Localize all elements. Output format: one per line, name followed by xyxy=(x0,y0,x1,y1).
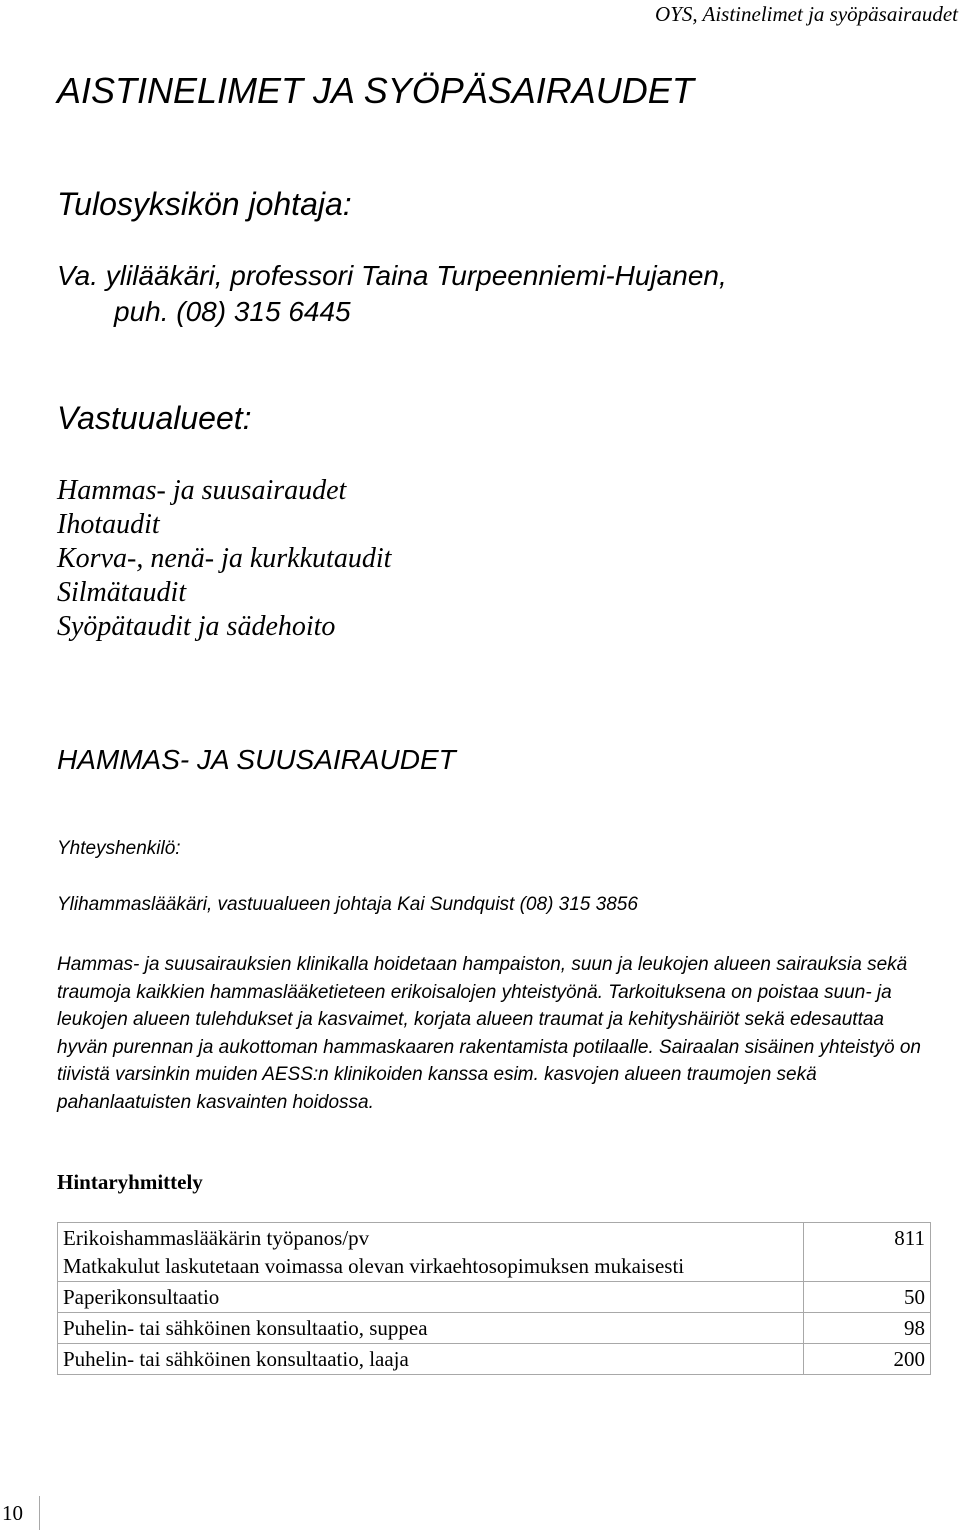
price-label-cell xyxy=(58,1223,804,1282)
list-item: Syöpätaudit ja sädehoito xyxy=(57,611,336,642)
price-value: 811 xyxy=(804,1223,931,1282)
list-item: Silmätaudit xyxy=(57,577,187,608)
list-item: Ihotaudit xyxy=(57,509,160,540)
contact-label: Yhteyshenkilö: xyxy=(57,838,181,859)
unit-head-line2: puh. (08) 315 6445 xyxy=(114,296,351,327)
table-row xyxy=(58,1313,931,1344)
running-header: OYS, Aistinelimet ja syöpäsairaudet xyxy=(655,2,958,26)
unit-head-heading: Tulosyksikön johtaja: xyxy=(57,186,352,222)
responsibility-areas-list xyxy=(57,474,391,644)
price-value: 50 xyxy=(804,1282,931,1313)
price-label: Erikoishammaslääkärin työpanos/pv xyxy=(63,1226,370,1250)
price-note: Matkakulut laskutetaan voimassa olevan virkaehtosopimuksen mukaisesti xyxy=(63,1254,685,1278)
price-value: 98 xyxy=(804,1313,931,1344)
price-label: Puhelin- tai sähköinen konsultaatio, suppea xyxy=(58,1313,804,1344)
contact-person: Ylihammaslääkäri, vastuualueen johtaja Kai Sundquist (08) 315 3856 xyxy=(57,894,638,915)
pricing-title: Hintaryhmittely xyxy=(57,1170,203,1194)
page-title: AISTINELIMET JA SYÖPÄSAIRAUDET xyxy=(57,70,694,111)
table-row xyxy=(58,1282,931,1313)
price-label: Paperikonsultaatio xyxy=(58,1282,804,1313)
section-title: HAMMAS- JA SUUSAIRAUDET xyxy=(57,744,456,775)
unit-head-details xyxy=(57,258,727,330)
table-row xyxy=(58,1344,931,1375)
price-label: Puhelin- tai sähköinen konsultaatio, laaja xyxy=(58,1344,804,1375)
table-row xyxy=(58,1223,931,1282)
unit-head-line1: Va. ylilääkäri, professori Taina Turpeenniemi-Hujanen, xyxy=(57,260,727,291)
price-table xyxy=(57,1222,931,1375)
list-item: Korva-, nenä- ja kurkkutaudit xyxy=(57,543,392,574)
price-value: 200 xyxy=(804,1344,931,1375)
responsibility-areas-heading: Vastuualueet: xyxy=(57,400,252,436)
list-item: Hammas- ja suusairaudet xyxy=(57,475,347,506)
section-description: Hammas- ja suusairauksien klinikalla hoidetaan hampaiston, suun ja leukojen alueen sairauksia sekä traumoja kaikkien hammaslääketieteen erikoisalojen yhteistyönä. Tarkoituksena on poistaa suun- ja leukojen alueen tulehdukset ja kasvaimet, korjata alueen traumat ja kehityshäiriöt sekä edesauttaa hyvän purennan ja aukottoman hammaskaaren rakentamista potilaalle. Sairaalan sisäinen yhteistyö on tiivistä varsinkin muiden AESS:n klinikoiden kanssa esim. kasvojen alueen traumojen sekä pahanlaatuisten kasvainten hoidossa. xyxy=(57,954,921,1113)
page-number: 10 xyxy=(0,1496,40,1530)
